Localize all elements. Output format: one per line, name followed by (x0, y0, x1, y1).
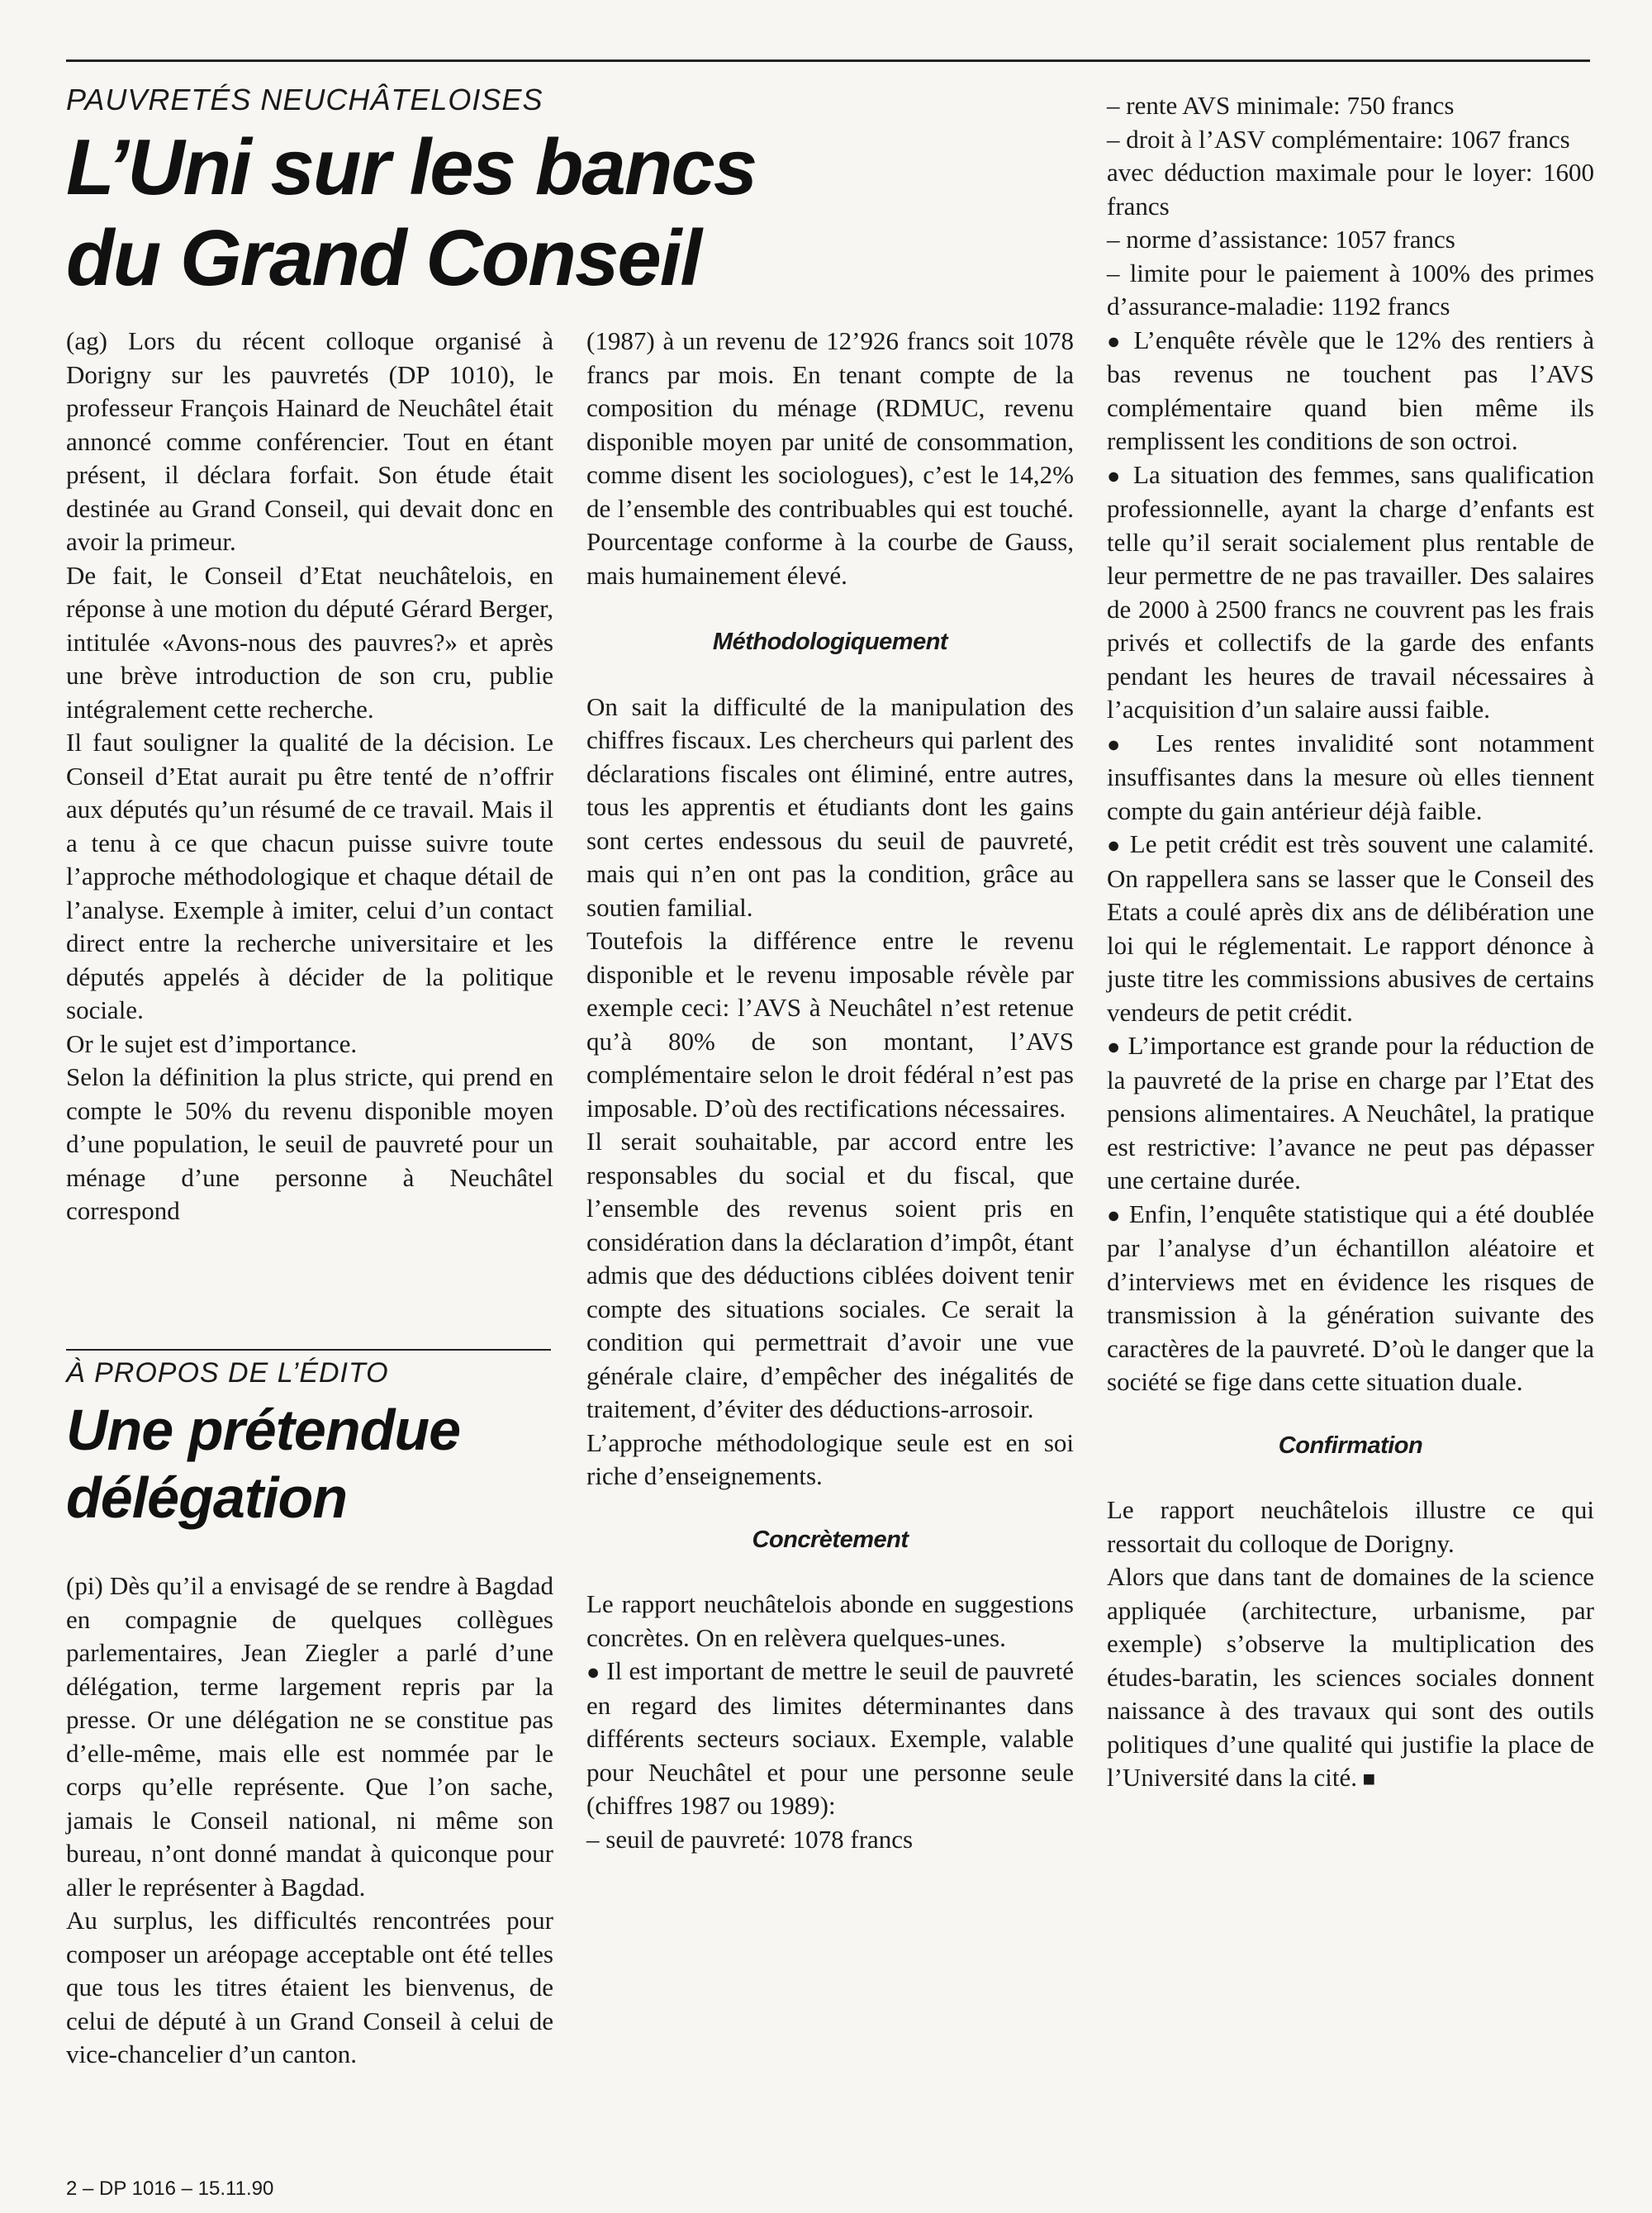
article2-title-line1: Une prétendue (66, 1398, 461, 1462)
column-2 (586, 325, 1074, 1856)
dash-item: avec déduction maximale pour le loyer: 1600 francs (1107, 158, 1594, 221)
bullet-item: ● Il est important de mettre le seuil de pauvreté en regard des limites déterminantes dans différents secteurs sociaux. Exemple, valable pour Neuchâtel et pour une personne seule (chiffres 1987 ou 1989): (586, 1655, 1074, 1823)
subheading-concretement: Concrètement (752, 1526, 909, 1553)
bullet-item: ● La situation des femmes, sans qualification professionnelle, ayant la charge d’enfants est telle qu’il serait socialement plus rentable de leur permettre de ne pas travailler. Des salaires de 2000 à 2500 francs ne couvrent pas les frais privés et collectifs de la garde des enfants pendant les heures de travail nécessaires à l’acquisition d’un salaire aussi faible. (1107, 458, 1594, 727)
article2-body (66, 1570, 553, 2072)
paragraph: (1987) à un revenu de 12’926 francs soit 1078 francs par mois. En tenant compte de la composition du ménage (RDMUC, revenu disponible moyen par unité de consommation, comme disent les sociologues), c’est le 14,2% de l’ensemble des contribuables qui est touché. Pourcentage conforme à la courbe de Gauss, mais humainement élevé. (586, 326, 1074, 590)
paragraph: Au surplus, les difficultés rencontrées pour composer un aréopage acceptable ont été telles que tous les titres étaient les bienvenus, de celui de député à un Grand Conseil à celui de vice-chancelier d’un canton. (66, 1906, 553, 2068)
dash-item: – droit à l’ASV complémentaire: 1067 francs (1107, 124, 1570, 154)
subheading-confirmation: Confirmation (1278, 1432, 1423, 1459)
paragraph: Le rapport neuchâtelois abonde en suggestions concrètes. On en relèvera quelques-unes. (586, 1589, 1074, 1652)
dash-item: – norme d’assistance: 1057 francs (1107, 225, 1455, 254)
paragraph: L’approche méthodologique seule est en soi riche d’enseignements. (586, 1427, 1074, 1490)
top-rule (66, 59, 1590, 62)
column-1 (66, 325, 553, 1228)
paragraph: Or le sujet est d’importance. (66, 1028, 358, 1058)
paragraph: Il faut souligner la qualité de la décision. Le Conseil d’Etat aurait pu être tenté de n’offrir aux députés qu’un résumé de ce travail. Mais il a tenu à ce que chacun puisse suivre toute l’approche méthodologique et chaque détail de l’analyse. Exemple à imiter, celui d’un contact direct entre la recherche universitaire et les députés appelés à décider de la politique sociale. (66, 728, 553, 1024)
bullet-item: ● Les rentes invalidité sont notamment insuffisantes dans la mesure où elles tiennent compte du gain antérieur déjà faible. (1107, 727, 1594, 829)
article-title-line1: L’Uni sur les bancs (66, 123, 757, 211)
paragraph: (ag) Lors du récent colloque organisé à Dorigny sur les pauvretés (DP 1010), le professeur François Hainard de Neuchâtel était annoncé comme conférencier. Tout en étant présent, il déclara forfait. Son étude était destinée au Grand Conseil, qui devait donc en avoir la primeur. (66, 326, 553, 556)
page-footer: 2 – DP 1016 – 15.11.90 (66, 2177, 274, 2200)
paragraph: Le rapport neuchâtelois illustre ce qui ressortait du colloque de Dorigny. (1107, 1495, 1594, 1558)
column-3 (1107, 89, 1594, 1797)
paragraph: De fait, le Conseil d’Etat neuchâtelois, en réponse à une motion du député Gérard Berger, intitulée «Avons-nous des pauvres?» et après une brève introduction de son cru, publie intégralement cette recherche. (66, 560, 553, 724)
article-kicker: PAUVRETÉS NEUCHÂTELOISES (66, 83, 544, 116)
dash-item: – seuil de pauvreté: 1078 francs (586, 1824, 914, 1854)
article-separator (66, 1349, 551, 1351)
article-title-line2: du Grand Conseil (66, 214, 701, 302)
article2-kicker: À PROPOS DE L’ÉDITO (66, 1357, 389, 1389)
subheading-methodologiquement: Méthodologiquement (712, 629, 948, 655)
paragraph: (pi) Dès qu’il a envisagé de se rendre à Bagdad en compagnie de quelques collègues parlementaires, Jean Ziegler a parlé d’une délégation, terme largement repris par la presse. Or une délégation ne se constitue pas d’elle-même, mais elle est nommée par le corps qu’elle représente. Que l’on sache, jamais le Conseil national, ni même son bureau, n’ont donné mandat à quiconque pour aller le représenter à Bagdad. (66, 1571, 553, 1902)
dash-item: – limite pour le paiement à 100% des primes d’assurance-maladie: 1192 francs (1107, 258, 1594, 321)
article2-title-line2: délégation (66, 1465, 348, 1530)
paragraph: Toutefois la différence entre le revenu disponible et le revenu imposable révèle par exemple ceci: l’AVS à Neuchâtel n’est retenue qu’à 80% de son montant, l’AVS complémentaire selon le droit fédéral n’est pas imposable. D’où des rectifications nécessaires. (586, 926, 1074, 1123)
paragraph: Selon la définition la plus stricte, qui prend en compte le 50% du revenu disponible moyen d’une population, le seuil de pauvreté pour un ménage d’une personne à Neuchâtel correspond (66, 1062, 553, 1225)
article-title (66, 122, 756, 304)
bullet-item: ● L’enquête révèle que le 12% des rentiers à bas revenus ne touchent pas l’AVS complémentaire quand bien même ils remplissent les conditions de son octroi. (1107, 324, 1594, 458)
dash-item: – rente AVS minimale: 750 francs (1107, 91, 1455, 120)
article2-title (66, 1396, 460, 1532)
paragraph: Alors que dans tant de domaines de la science appliquée (architecture, urbanisme, par exemple) s’observe la multiplication des études-baratin, les sciences sociales donnent naissance à des travaux qui sont des outils politiques d’une qualité qui justifie la place de l’Université dans la cité. ■ (1107, 1560, 1594, 1797)
bullet-item: ● Le petit crédit est très souvent une calamité. On rappellera sans se lasser que le Conseil des Etats a coulé après dix ans de délibération une loi qui le réglementait. Le rapport dénonce à juste titre les commissions abusives de certains vendeurs de petit crédit. (1107, 828, 1594, 1029)
paragraph: Il serait souhaitable, par accord entre les responsables du social et du fiscal, que l’ensemble des revenus soient pris en considération dans la déclaration d’impôt, étant admis que des déductions ciblées doivent tenir compte des situations sociales. Ce serait la condition qui permettrait d’avoir une vue générale claire, d’empêcher des inégalités de traitement, d’éviter des déductions-arrosoir. (586, 1127, 1074, 1423)
bullet-item: ● L’importance est grande pour la réduction de la pauvreté de la prise en charge par l’Etat des pensions alimentaires. A Neuchâtel, la pratique est restrictive: l’avance ne peut pas dépasser une certaine durée. (1107, 1029, 1594, 1198)
paragraph: On sait la difficulté de la manipulation des chiffres fiscaux. Les chercheurs qui parlent des déclarations fiscales ont éliminé, entre autres, tous les apprentis et étudiants dont les gains sont certes endessous du seuil de pauvreté, mais qui n’en ont pas la condition, grâce au soutien familial. (586, 691, 1074, 922)
bullet-item: ● Enfin, l’enquête statistique qui a été doublée par l’analyse d’un échantillon aléatoire et d’interviews met en évidence les risques de transmission à la génération suivante des caractères de la pauvreté. D’où le danger que la société se fige dans cette situation duale. (1107, 1198, 1594, 1399)
